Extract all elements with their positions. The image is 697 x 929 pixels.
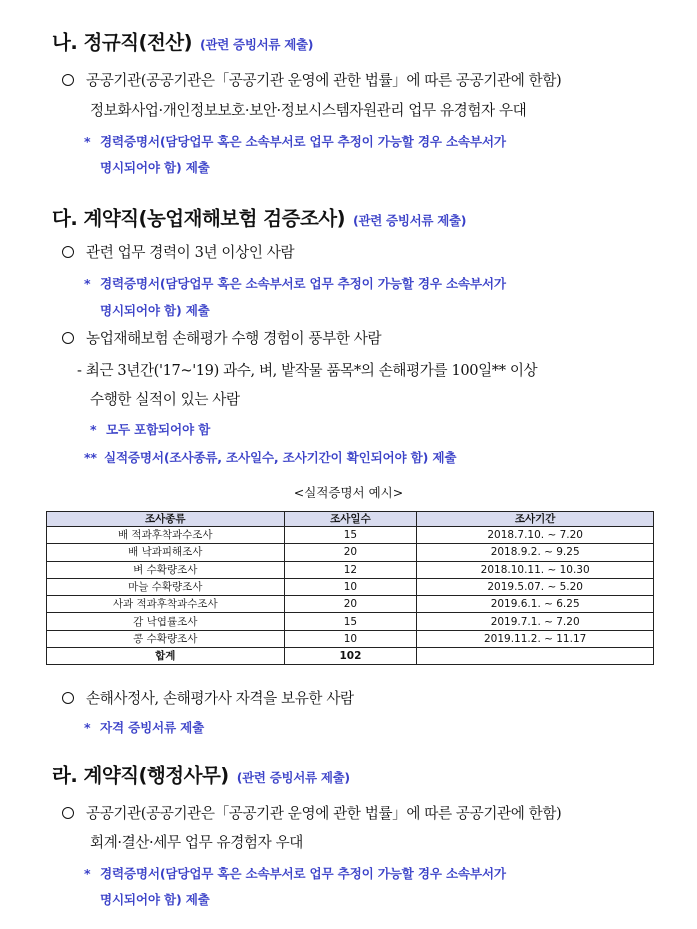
table-row [47,578,654,595]
table-cell: 사과 적과후착과수조사 [47,596,285,613]
table-cell: 배 적과후착과수조사 [47,527,285,544]
performance-table [46,511,654,665]
section-da-note-1-text: 모두 포함되어야 함 [106,422,211,437]
table-total-empty [417,648,654,665]
section-da-heading [52,203,466,231]
section-ra-bullet-1-line-1: 공공기관(공공기관은「공공기관 운영에 관한 법률」에 따른 공공기관에 한함) [86,805,562,822]
note-mark: ** [84,450,97,465]
table-header-cell: 조사일수 [284,512,417,527]
table-header-row [47,512,654,527]
section-ra-title: 라. 계약직(행정사무) [52,764,229,787]
section-da-tag: (관련 증빙서류 제출) [353,213,467,228]
section-da-bullet-2 [62,327,381,348]
table-row [47,561,654,578]
table-cell: 마늘 수확량조사 [47,578,285,595]
section-da-bullet-3-text: 손해사정사, 손해평가사 자격을 보유한 사람 [86,690,354,707]
section-da-bullet-2-text: 농업재해보험 손해평가 수행 경험이 풍부한 사람 [86,330,382,347]
note-mark: * [90,422,97,437]
section-na-bullet-1-line-2: 정보화사업·개인정보보호·보안·정보시스템자원관리 업무 유경험자 우대 [90,102,527,119]
section-da-note-2 [84,447,456,466]
section-ra-note-line-1: 경력증명서(담당업무 혹은 소속부서로 업무 추정이 가능할 경우 소속부서가 [100,866,506,881]
section-da-note-2-text: 실적증명서(조사종류, 조사일수, 조사기간이 확인되어야 함) 제출 [104,450,457,465]
table-cell: 콩 수확량조사 [47,630,285,647]
section-da-note-1 [90,419,210,438]
circle-bullet-icon [62,332,74,344]
section-na-note-line-2: 명시되어야 함) 제출 [100,160,210,175]
circle-bullet-icon [62,692,74,704]
section-da-bullet-1 [62,241,294,262]
section-na-bullet-1-line-1: 공공기관(공공기관은「공공기관 운영에 관한 법률」에 따른 공공기관에 한함) [86,72,562,89]
note-mark: * [84,134,91,149]
table-cell: 20 [284,596,417,613]
table-header-cell: 조사기간 [417,512,654,527]
section-na-note [84,131,506,150]
section-da-bullet-1-note-line-1: 경력증명서(담당업무 혹은 소속부서로 업무 추정이 가능할 경우 소속부서가 [100,276,506,291]
table-row [47,596,654,613]
table-header-cell: 조사종류 [47,512,285,527]
table-cell: 12 [284,561,417,578]
section-na-note-line-1: 경력증명서(담당업무 혹은 소속부서로 업무 추정이 가능할 경우 소속부서가 [100,134,506,149]
section-da-dash-line-1: - 최근 3년간('17~'19) 과수, 벼, 밭작물 품목*의 손해평가를 100일** 이상 [77,362,538,379]
note-mark: * [84,866,91,881]
section-na-title: 나. 정규직(전산) [52,31,193,54]
table-cell: 배 낙과피해조사 [47,544,285,561]
section-ra-bullet-1-line-2: 회계·결산·세무 업무 유경험자 우대 [90,834,303,851]
table-cell: 2018.10.11. ~ 10.30 [417,561,654,578]
circle-bullet-icon [62,807,74,819]
table-cell: 2019.5.07. ~ 5.20 [417,578,654,595]
table-cell: 2018.7.10. ~ 7.20 [417,527,654,544]
table-cell: 20 [284,544,417,561]
section-da-bullet-3 [62,687,354,708]
note-mark: * [84,276,91,291]
section-ra-tag: (관련 증빙서류 제출) [236,770,350,785]
note-mark: * [84,720,91,735]
section-ra-note [84,863,506,882]
section-da-bullet-1-text: 관련 업무 경력이 3년 이상인 사람 [86,244,295,261]
table-cell: 10 [284,578,417,595]
table-cell: 2019.11.2. ~ 11.17 [417,630,654,647]
section-na-bullet-1 [62,69,561,90]
table-cell: 10 [284,630,417,647]
section-da-bullet-3-note [84,717,204,736]
table-total-value: 102 [284,648,417,665]
table-row [47,613,654,630]
circle-bullet-icon [62,74,74,86]
table-total-label: 합계 [47,648,285,665]
circle-bullet-icon [62,246,74,258]
table-row [47,527,654,544]
table-row [47,630,654,647]
table-cell: 15 [284,613,417,630]
table-cell: 2019.7.1. ~ 7.20 [417,613,654,630]
section-na-heading [52,27,313,55]
section-ra-bullet-1 [62,802,561,823]
section-da-bullet-1-note-line-2: 명시되어야 함) 제출 [100,303,210,318]
table-cell: 2018.9.2. ~ 9.25 [417,544,654,561]
table-cell: 벼 수확량조사 [47,561,285,578]
table-cell: 2019.6.1. ~ 6.25 [417,596,654,613]
section-ra-note-line-2: 명시되어야 함) 제출 [100,892,210,907]
section-da-title: 다. 계약직(농업재해보험 검증조사) [52,207,346,230]
table-total-row [47,648,654,665]
table-cell: 15 [284,527,417,544]
table-caption: <실적증명서 예시> [293,485,404,500]
section-da-bullet-1-note [84,273,506,292]
section-ra-heading [52,760,350,788]
table-cell: 감 낙엽률조사 [47,613,285,630]
section-da-dash-line-2: 수행한 실적이 있는 사람 [90,391,240,408]
table-row [47,544,654,561]
section-da-bullet-3-note-text: 자격 증빙서류 제출 [100,720,205,735]
section-na-tag: (관련 증빙서류 제출) [200,37,314,52]
